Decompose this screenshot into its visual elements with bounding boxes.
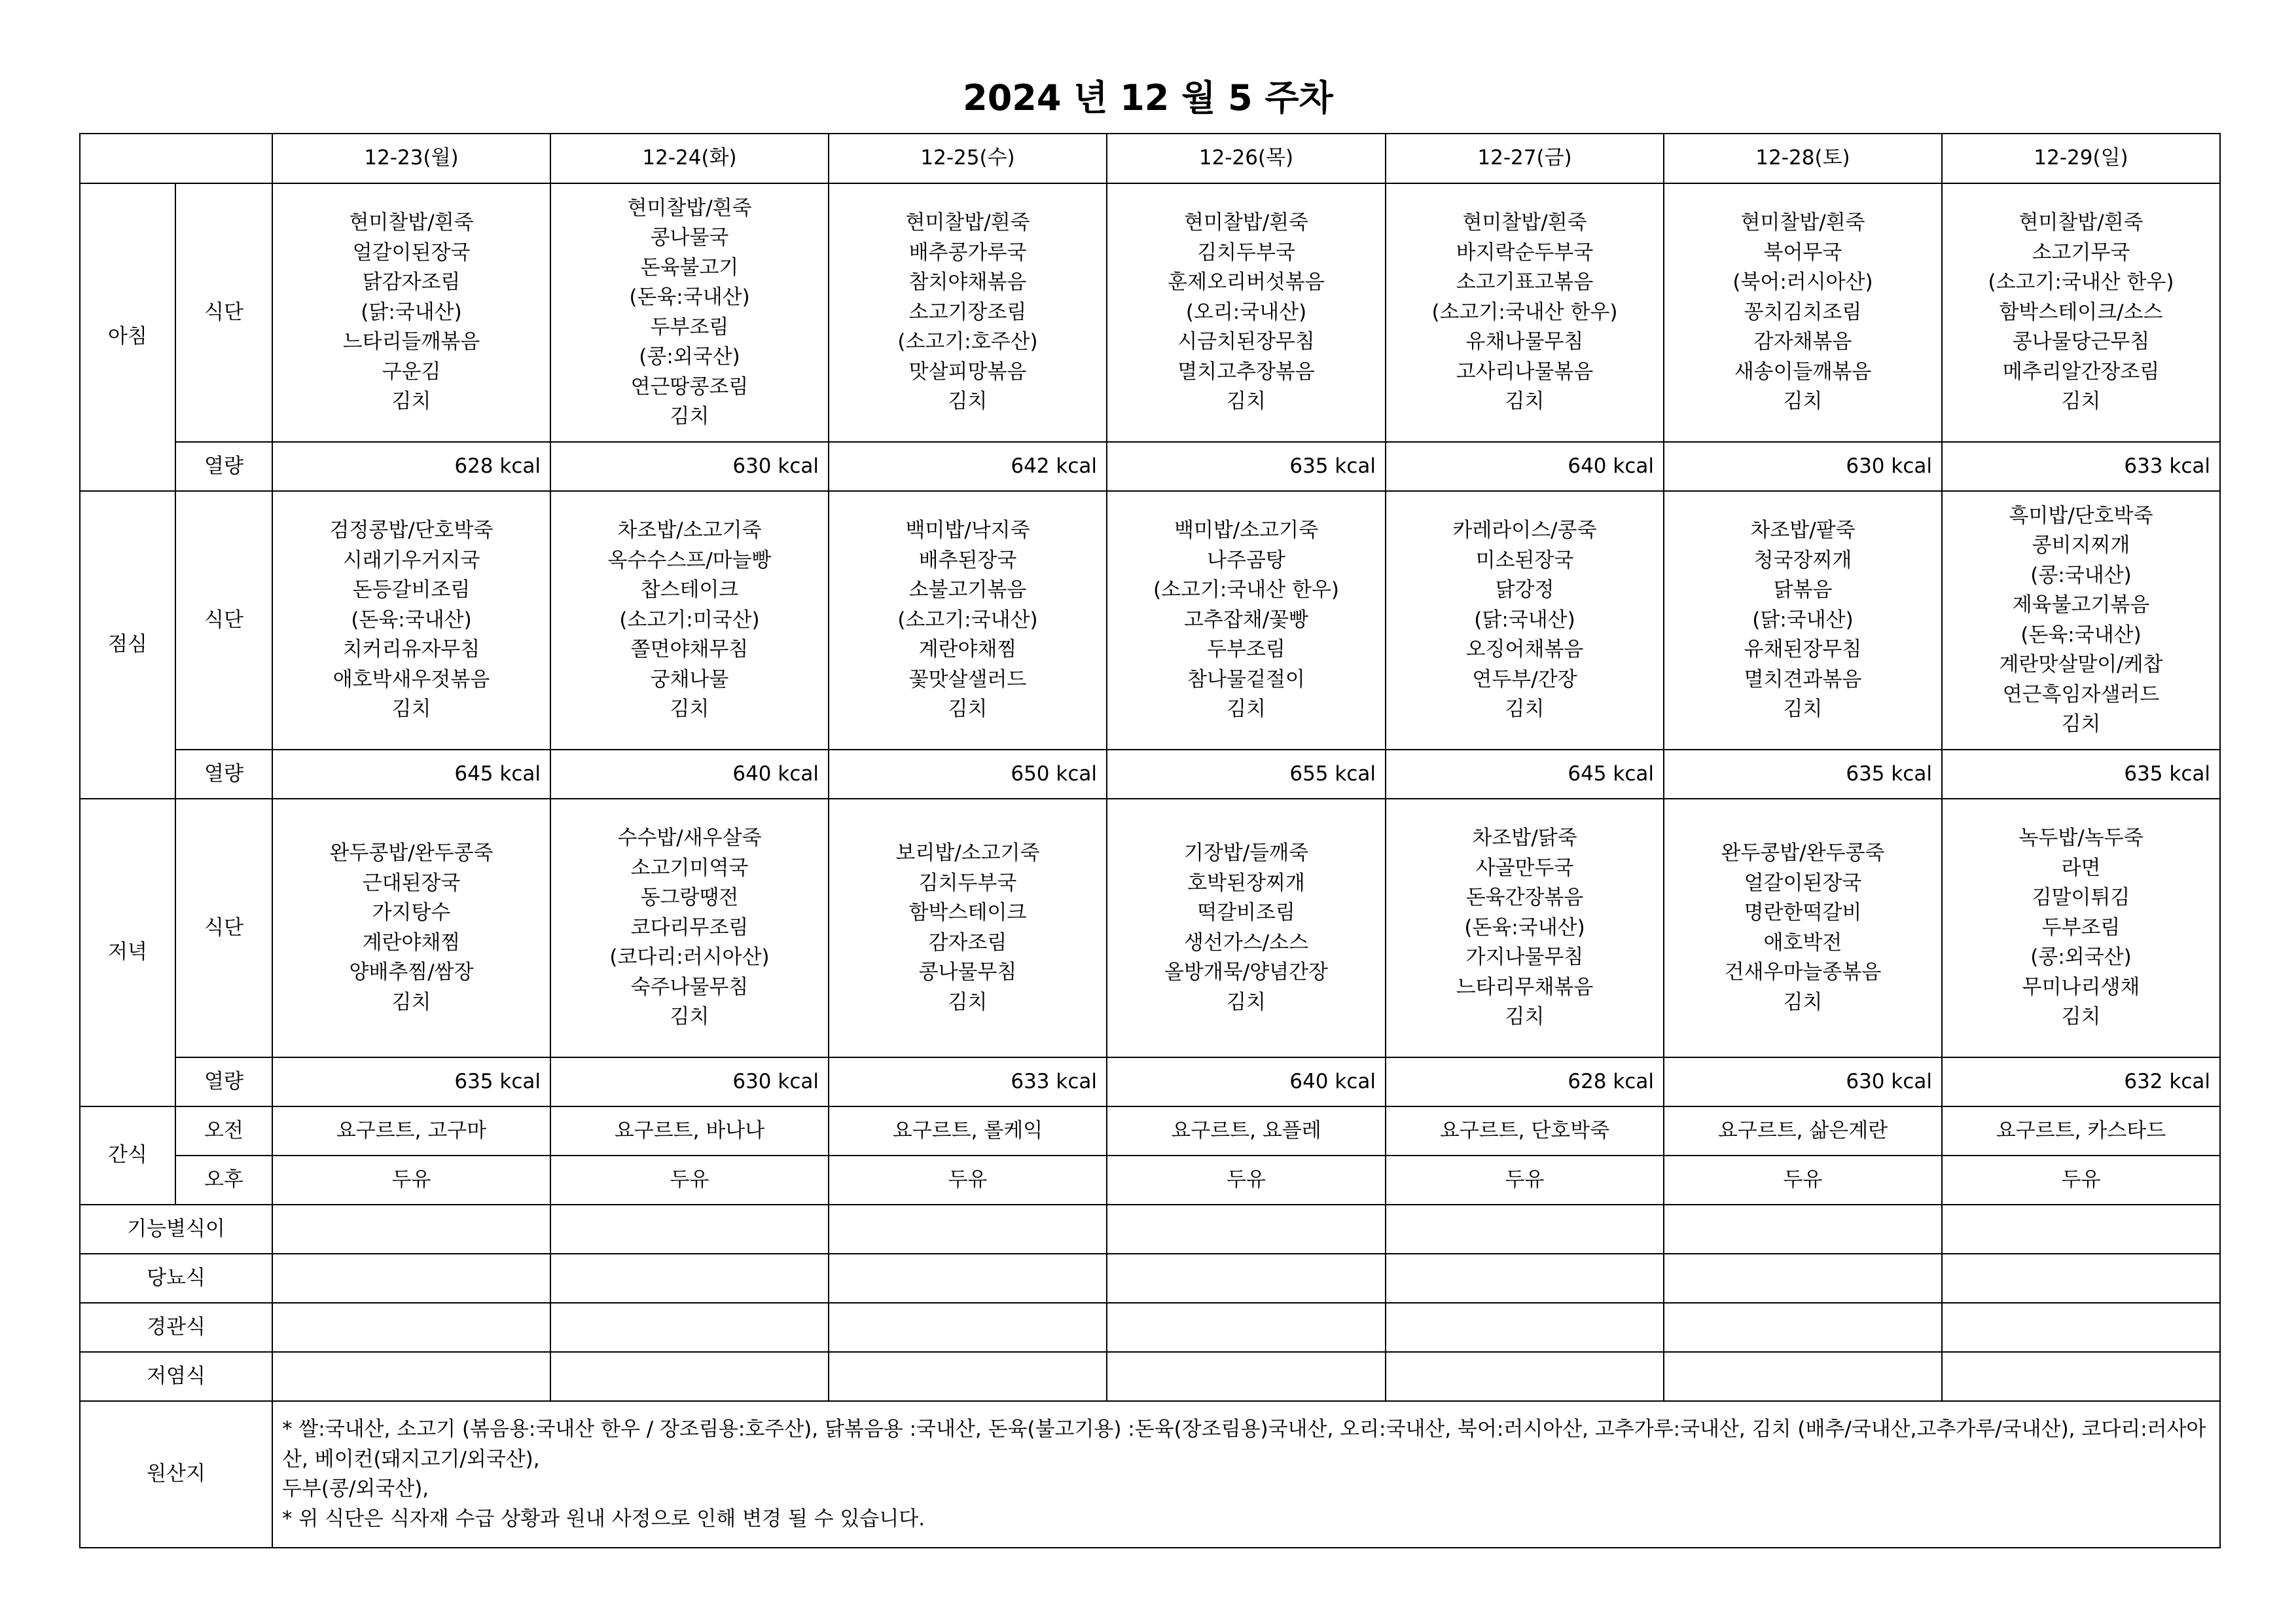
dinner-menu-cell [1107,799,1386,1057]
dinner-kcal-cell: 633 kcal [829,1057,1107,1106]
dish-item: 함박스테이크 [908,901,1027,924]
dish-item: 김치 [2061,712,2101,736]
dish-item: 김치 [1783,390,1823,414]
dish-item: (콩:외국산) [639,345,740,369]
empty-cell [272,1303,550,1352]
lunch-kcal-cell: 645 kcal [1386,750,1664,799]
dinner-kcal-cell: 640 kcal [1107,1057,1386,1106]
dish-item: 청국장찌개 [1753,548,1852,572]
dish-item: 닭감자조림 [362,270,461,295]
breakfast-kcal-cell: 635 kcal [1107,442,1386,491]
dish-item: 양배추찜/쌈장 [349,960,474,984]
lunch-menu-cell [550,491,829,750]
dish-item: 백미밥/낙지죽 [905,519,1030,543]
diabetic-row [80,1254,2220,1303]
dish-item: 김치 [391,697,431,721]
breakfast-kcal-row [80,442,2220,491]
empty-cell [1942,1205,2220,1254]
dish-item: 고추잡채/꽃빵 [1183,608,1309,632]
dish-item: 숙주나물무침 [630,975,749,999]
empty-cell [829,1352,1107,1401]
breakfast-kcal-cell: 640 kcal [1386,442,1664,491]
dish-item: (소고기:국내산 한우) [1431,300,1618,324]
snack-am-row [80,1106,2220,1156]
dish-item: 시금치된장무침 [1177,330,1315,354]
functional-row [80,1205,2220,1254]
snack-am-cell: 요구르트, 요플레 [1107,1106,1386,1156]
dish-item: 돈육간장볶음 [1465,886,1584,910]
dish-item: 명란한떡갈비 [1744,901,1862,924]
day-header: 12-27(금) [1386,134,1664,183]
dish-item: 김치 [1505,390,1545,414]
empty-cell [550,1254,829,1303]
dish-item: (돈육:국내산) [2020,623,2142,647]
dinner-kcal-cell: 630 kcal [550,1057,829,1106]
lunch-menu-row [80,491,2220,750]
tube-label: 경관식 [80,1303,272,1352]
dish-item: 코다리무조림 [630,915,749,939]
snack-am-cell: 요구르트, 고구마 [272,1106,550,1156]
dish-item: 무미나리생채 [2022,975,2140,999]
corner-cell [80,134,272,183]
lunch-menu-cell [1942,491,2220,750]
dish-item: (소고기:국내산 한우) [1988,270,2174,295]
dish-item: 연두부/간장 [1472,667,1577,691]
dish-item: 차조밥/닭죽 [1472,826,1577,850]
dish-item: 닭볶음 [1773,578,1833,602]
dinner-menu-cell [1664,799,1942,1057]
dish-item: (돈육:국내산) [1464,915,1585,939]
dish-item: 김치 [391,390,431,414]
dish-item: 김치 [1227,990,1266,1014]
dish-item: 유채나물무침 [1465,330,1584,354]
dish-item: 바지락순두부국 [1456,240,1594,264]
empty-cell [272,1205,550,1254]
dish-item: 계란맛살말이/케찹 [1999,653,2163,676]
snack-am-cell: 요구르트, 단호박죽 [1386,1106,1664,1156]
empty-cell [1664,1254,1942,1303]
dish-item: 소고기장조림 [908,300,1027,324]
breakfast-menu-cell [550,183,829,442]
dish-item: 카레라이스/콩죽 [1452,519,1597,543]
dinner-kcal-cell: 632 kcal [1942,1057,2220,1106]
dish-item: 애호박전 [1763,930,1842,955]
lunch-kcal-cell: 635 kcal [1942,750,2220,799]
empty-cell [829,1205,1107,1254]
dish-item: 돈등갈비조림 [352,578,471,602]
empty-cell [829,1254,1107,1303]
origin-line: * 쌀:국내산, 소고기 (볶음용:국내산 한우 / 장조림용:호주산), 닭볶음용 :국내산, 돈육(불고기용) :돈육(장조림용)국내산, 오리:국내산, 북어:러시아산, 고추가루:국내산, 김치 (배추/국내산,고추가루/국내산), 코다리:러사아산, 베이컨(돼지고기/외국산), [282,1417,2206,1471]
dish-item: 보리밥/소고기죽 [895,841,1040,865]
dish-item: 건새우마늘종볶음 [1724,960,1882,984]
breakfast-kcal-cell: 628 kcal [272,442,550,491]
lunch-kcal-cell: 640 kcal [550,750,829,799]
dish-item: 올방개묵/양념간장 [1164,960,1328,984]
dish-item: 김치 [670,697,709,721]
origin-line: 두부(콩/외국산), [282,1477,429,1501]
dish-item: 차조밥/소고기죽 [617,519,762,543]
snack-am-label: 오전 [175,1106,272,1156]
empty-cell [550,1205,829,1254]
dish-item: 수수밥/새우살죽 [617,826,762,850]
dish-item: 새송이들깨볶음 [1734,359,1872,384]
dinner-menu-cell [1386,799,1664,1057]
dish-item: (돈육:국내산) [629,285,750,309]
dish-item: 참치야채볶음 [908,270,1027,295]
dish-item: 느타리무채볶음 [1456,975,1594,999]
menu-label: 식단 [175,799,272,1057]
dish-item: 현미찰밥/흰죽 [2018,211,2144,235]
dish-item: 소고기표고볶음 [1456,270,1594,295]
dish-item: 맛살피망볶음 [908,359,1027,384]
functional-label: 기능별식이 [80,1205,272,1254]
dish-item: 김말이튀김 [2032,886,2130,910]
dish-item: 김치 [948,697,988,721]
snack-am-cell: 요구르트, 바나나 [550,1106,829,1156]
dish-item: (북어:러시아산) [1732,270,1873,295]
dish-item: 현미찰밥/흰죽 [1740,211,1865,235]
low_salt-row [80,1352,2220,1401]
breakfast-kcal-cell: 630 kcal [550,442,829,491]
dish-item: 흑미밥/단호박죽 [2009,503,2153,528]
menu-label: 식단 [175,183,272,442]
dish-item: 소고기무국 [2032,240,2130,264]
origin-label: 원산지 [80,1401,272,1548]
dish-item: (닭:국내산) [1474,608,1575,632]
empty-cell [1386,1352,1664,1401]
dish-item: (콩:외국산) [2030,945,2132,970]
dish-item: 돈육불고기 [640,255,739,280]
snack-pm-cell: 두유 [550,1156,829,1205]
snack-pm-cell: 두유 [829,1156,1107,1205]
dish-item: 콩비지찌개 [2032,534,2130,557]
dish-item: (소고기:국내산 한우) [1153,578,1340,602]
dish-item: 멸치견과볶음 [1744,667,1862,691]
dish-item: 찹스테이크 [640,578,739,602]
empty-cell [272,1352,550,1401]
dish-item: 감자조림 [928,930,1007,955]
snack-label: 간식 [80,1106,175,1205]
snack-pm-cell: 두유 [1386,1156,1664,1205]
dish-item: 김치 [391,990,431,1014]
empty-cell [1664,1352,1942,1401]
dish-item: (콩:국내산) [2030,563,2132,587]
dish-item: 소불고기볶음 [908,578,1027,602]
dish-item: 녹두밥/녹두죽 [2018,826,2144,850]
empty-cell [272,1254,550,1303]
dish-item: 나주곰탕 [1207,548,1285,572]
empty-cell [1107,1254,1386,1303]
snack-pm-cell: 두유 [1664,1156,1942,1205]
dinner-menu-cell [829,799,1107,1057]
dish-item: (소고기:미국산) [619,608,760,632]
dish-item: 쫄면야채무침 [630,638,749,662]
empty-cell [1386,1205,1664,1254]
dish-item: 김치 [1227,390,1266,414]
origin-row [80,1401,2220,1548]
empty-cell [1386,1254,1664,1303]
dish-item: (소고기:국내산) [897,608,1038,632]
dish-item: 꽁치김치조림 [1744,300,1862,324]
dish-item: 현미찰밥/흰죽 [1462,211,1587,235]
dish-item: 김치 [670,405,709,428]
dish-item: 콩나물무침 [918,960,1017,984]
empty-cell [829,1303,1107,1352]
breakfast-menu-cell [1107,183,1386,442]
dish-item: 연근땅콩조림 [630,374,749,399]
dish-item: (오리:국내산) [1185,300,1307,324]
dish-item: 김치 [948,990,988,1014]
dish-item: 구운김 [382,359,441,384]
dish-item: 김치두부국 [918,871,1017,895]
dish-item: 근대된장국 [362,871,461,895]
breakfast-menu-cell [1942,183,2220,442]
dinner-kcal-cell: 630 kcal [1664,1057,1942,1106]
dish-item: 소고기미역국 [630,856,749,880]
dish-item: 현미찰밥/흰죽 [1183,211,1309,235]
calories-label: 열량 [175,750,272,799]
lunch-menu-cell [1664,491,1942,750]
dish-item: 콩나물국 [650,226,729,249]
dish-item: 고사리나물볶음 [1456,359,1594,384]
dish-item: 김치 [2061,1005,2101,1029]
dish-item: 현미찰밥/흰죽 [349,211,474,235]
low-salt-label: 저염식 [80,1352,272,1401]
dish-item: 김치 [2061,390,2101,414]
dish-item: 현미찰밥/흰죽 [627,196,752,220]
calories-label: 열량 [175,1057,272,1106]
day-header: 12-25(수) [829,134,1107,183]
empty-cell [550,1303,829,1352]
dish-item: 검정콩밥/단호박죽 [329,519,493,543]
empty-cell [1107,1205,1386,1254]
breakfast-menu-cell [272,183,550,442]
dish-item: 애호박새우젓볶음 [332,667,490,691]
lunch-menu-cell [829,491,1107,750]
dish-item: 호박된장찌개 [1187,871,1305,895]
dish-item: 느타리들깨볶음 [342,330,480,354]
snack-pm-label: 오후 [175,1156,272,1205]
dinner-label: 저녁 [80,799,175,1106]
dish-item: 가지탕수 [372,901,451,924]
calories-label: 열량 [175,442,272,491]
empty-cell [1107,1352,1386,1401]
dish-item: 두부조림 [1207,638,1285,662]
lunch-menu-cell [1386,491,1664,750]
empty-cell [1942,1352,2220,1401]
dish-item: 백미밥/소고기죽 [1174,519,1319,543]
dish-item: 배추된장국 [918,548,1017,572]
dish-item: 현미찰밥/흰죽 [905,211,1030,235]
snack-pm-cell: 두유 [1942,1156,2220,1205]
day-header: 12-24(화) [550,134,829,183]
snack-pm-cell: 두유 [1107,1156,1386,1205]
dish-item: 완두콩밥/완두콩죽 [1721,841,1885,865]
snack-am-cell: 요구르트, 삶은계란 [1664,1106,1942,1156]
dish-item: 치커리유자무침 [342,638,480,662]
snack-am-cell: 요구르트, 롤케익 [829,1106,1107,1156]
dish-item: 김치 [1505,697,1545,721]
breakfast-menu-cell [829,183,1107,442]
breakfast-label: 아침 [80,183,175,491]
dish-item: 사골만두국 [1475,856,1574,880]
dish-item: 동그랑땡전 [640,886,739,910]
dish-item: 배추콩가루국 [908,240,1027,264]
dinner-kcal-cell: 635 kcal [272,1057,550,1106]
lunch-kcal-cell: 650 kcal [829,750,1107,799]
snack-am-cell: 요구르트, 카스타드 [1942,1106,2220,1156]
dish-item: 콩나물당근무침 [2012,330,2150,354]
dish-item: 두부조림 [650,315,729,339]
dish-item: 김치 [1505,1005,1545,1029]
dish-item: 얼갈이된장국 [1744,871,1862,895]
dish-item: 북어무국 [1763,240,1842,264]
dish-item: 김치 [948,390,988,414]
dish-item: 제육불고기볶음 [2012,593,2150,617]
day-header: 12-26(목) [1107,134,1386,183]
breakfast-menu-row [80,183,2220,442]
empty-cell [1942,1254,2220,1303]
snack-pm-cell: 두유 [272,1156,550,1205]
tube-row [80,1303,2220,1352]
lunch-label: 점심 [80,491,175,799]
dish-item: (코다리:러시아산) [609,945,770,970]
weekly-menu-table [79,133,2221,1548]
dish-item: 김치 [1783,697,1823,721]
dish-item: 라면 [2061,856,2101,880]
empty-cell [1664,1205,1942,1254]
dish-item: 두부조림 [2041,915,2121,939]
dinner-menu-cell [1942,799,2220,1057]
lunch-kcal-row [80,750,2220,799]
dish-item: 기장밥/들깨죽 [1183,841,1309,865]
origin-line: * 위 식단은 식자재 수급 상황과 원내 사정으로 인해 변경 될 수 있습니다. [282,1506,925,1531]
empty-cell [1107,1303,1386,1352]
dish-item: 멸치고추장볶음 [1177,359,1315,384]
lunch-kcal-cell: 655 kcal [1107,750,1386,799]
dish-item: (돈육:국내산) [351,608,472,632]
empty-cell [550,1352,829,1401]
breakfast-kcal-cell: 642 kcal [829,442,1107,491]
dish-item: 메추리알간장조림 [2002,359,2160,384]
snack-pm-row [80,1156,2220,1205]
origin-text [272,1401,2220,1548]
dish-item: 가지나물무침 [1465,945,1584,970]
dish-item: 생선가스/소스 [1183,930,1309,955]
menu-label: 식단 [175,491,272,750]
dish-item: 김치 [670,1005,709,1029]
dish-item: 얼갈이된장국 [352,240,471,264]
empty-cell [1386,1303,1664,1352]
dish-item: 김치 [1783,990,1823,1014]
dish-item: (닭:국내산) [361,300,462,324]
dish-item: 닭강정 [1495,578,1554,602]
day-header: 12-29(일) [1942,134,2220,183]
dinner-kcal-row [80,1057,2220,1106]
lunch-menu-cell [1107,491,1386,750]
dish-item: (소고기:호주산) [897,330,1038,354]
dish-item: 계란야채찜 [918,638,1017,662]
dish-item: 완두콩밥/완두콩죽 [329,841,493,865]
dish-item: 시래기우거지국 [342,548,480,572]
dish-item: (닭:국내산) [1752,608,1854,632]
dish-item: 훈제오리버섯볶음 [1168,270,1325,295]
lunch-menu-cell [272,491,550,750]
dish-item: 함박스테이크/소스 [1999,300,2163,324]
empty-cell [1664,1303,1942,1352]
dinner-menu-cell [550,799,829,1057]
dish-item: 김치 [1227,697,1266,721]
dish-item: 옥수수스프/마늘빵 [607,548,772,572]
dish-item: 떡갈비조림 [1197,901,1295,924]
dish-item: 꽃맛살샐러드 [908,667,1027,691]
dish-item: 유채된장무침 [1744,638,1862,662]
dish-item: 궁채나물 [650,667,729,691]
dish-item: 김치두부국 [1197,240,1295,264]
lunch-kcal-cell: 645 kcal [272,750,550,799]
page-title: 2024 년 12 월 5 주차 [963,77,1333,119]
breakfast-menu-cell [1386,183,1664,442]
dish-item: 오징어채볶음 [1465,638,1584,662]
dish-item: 연근흑임자샐러드 [2002,682,2160,706]
dinner-kcal-cell: 628 kcal [1386,1057,1664,1106]
empty-cell [1942,1303,2220,1352]
dish-item: 계란야채찜 [362,930,461,955]
breakfast-menu-cell [1664,183,1942,442]
header-row [80,134,2220,183]
dinner-menu-cell [272,799,550,1057]
dish-item: 감자채볶음 [1753,330,1852,354]
dinner-menu-row [80,799,2220,1057]
breakfast-kcal-cell: 633 kcal [1942,442,2220,491]
day-header: 12-23(월) [272,134,550,183]
dish-item: 차조밥/팥죽 [1750,519,1856,543]
breakfast-kcal-cell: 630 kcal [1664,442,1942,491]
lunch-kcal-cell: 635 kcal [1664,750,1942,799]
dish-item: 미소된장국 [1475,548,1574,572]
diabetic-label: 당뇨식 [80,1254,272,1303]
day-header: 12-28(토) [1664,134,1942,183]
dish-item: 참나물겉절이 [1187,667,1305,691]
